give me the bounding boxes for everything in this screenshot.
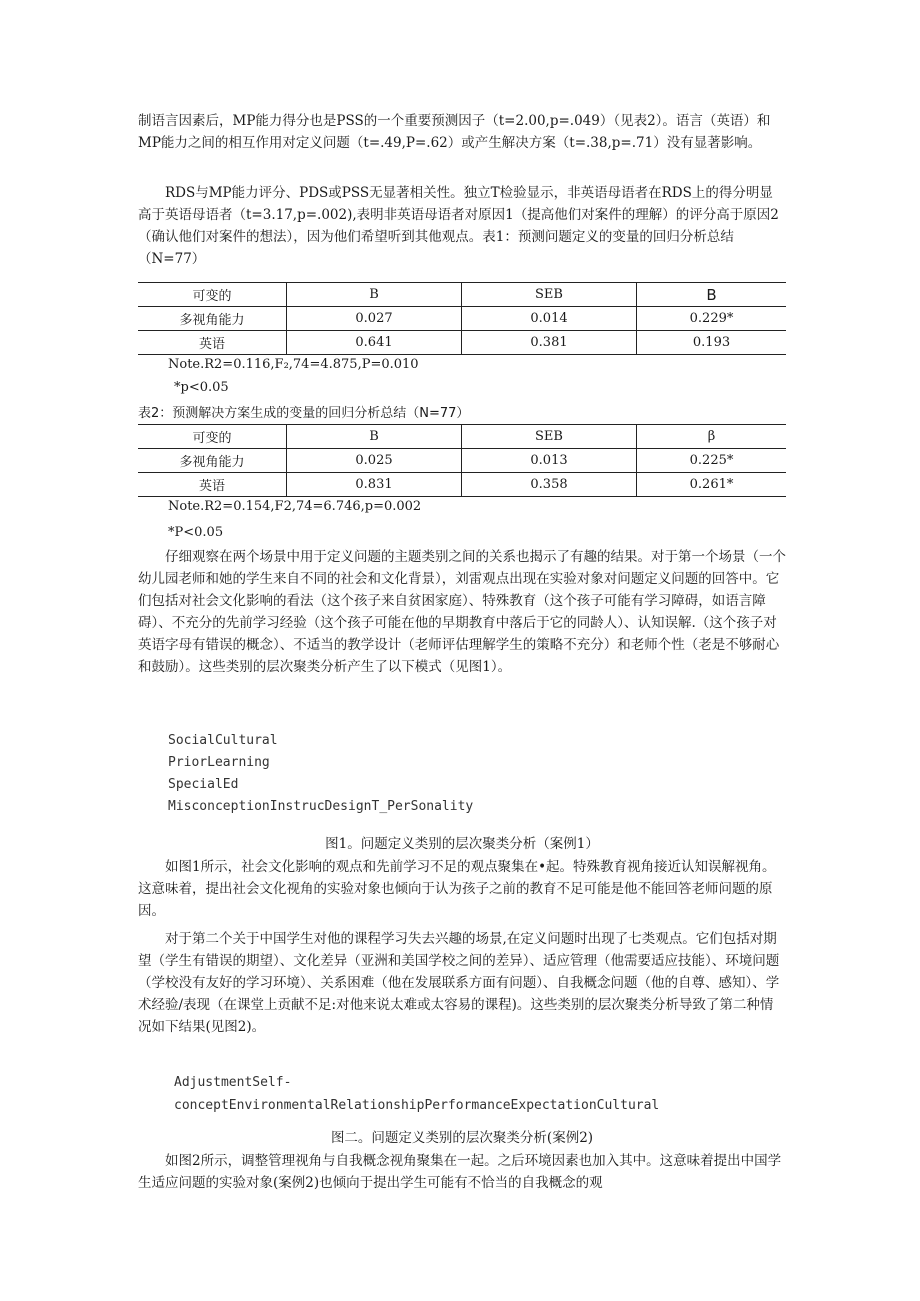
table-2-cell: 0.013 (462, 449, 637, 473)
table-2-header-cell: SEB (462, 425, 637, 449)
table-1-row (138, 331, 786, 355)
table-2-cell: 0.225* (637, 449, 787, 473)
table-1 (138, 282, 786, 355)
table-1-header-cell: B (287, 283, 462, 307)
table-2-note: Note.R2=0.154,F2,74=6.746,p=0.002 (168, 499, 422, 514)
paragraph-2: RDS与MP能力评分、PDS或PSS无显著相关性。独立T检验显示，非英语母语者在RDS上的得分明显高于英语母语者（t=3.17,p=.002),表明非英语母语者对原因1（提高他们对案件的理解）的评分高于原因2（确认他们对案件的想法），因为他们希望听到其他观点。表1：预测问题定义的变量的回归分析总结（N=77） (138, 185, 779, 267)
paragraph-4: 如图1所示，社会文化影响的观点和先前学习不足的观点聚集在•起。特殊教育视角接近认知误解视角。这意味着，提出社会文化视角的实验对象也倾向于认为孩子之前的教育不足可能是他不能回答老师问题的原因。 (138, 859, 776, 919)
table-1-cell: 0.381 (462, 331, 637, 355)
table-1-cell: 0.641 (287, 331, 462, 355)
table-2-title: 表2：预测解决方案生成的变量的回归分析总结（N=77） (138, 406, 470, 421)
table-1-cell: 0.193 (637, 331, 787, 355)
figure-2-caption: 图二。问题定义类别的层次聚类分析(案例2) (330, 1130, 594, 1146)
cluster-label: conceptEnvironmentalRelationshipPerformanceExpectationCultural (174, 1098, 660, 1113)
table-2-row (138, 449, 786, 473)
table-1-row (138, 307, 786, 331)
table-1-cell: 0.229* (637, 307, 787, 331)
table-2 (138, 424, 786, 497)
table-2-cell: 0.358 (462, 473, 637, 497)
paragraph-5: 对于第二个关于中国学生对他的课程学习失去兴趣的场景,在定义问题时出现了七类观点。它们包括对期望（学生有错误的期望）、文化差异（亚洲和美国学校之间的差异）、适应管理（他需要适应技能）、环境问题（学校没有友好的学习环境）、关系困难（他在发展联系方面有问题）、自我概念问题（他的自尊、感知）、学术经验/表现（在课堂上贡献不足:对他来说太难或太容易的课程)。这些类别的层次聚类分析导致了第二种情况如下结果(见图2)。 (138, 931, 780, 1035)
table-1-cell: 0.014 (462, 307, 637, 331)
cluster-label: PriorLearning (168, 755, 270, 770)
table-1-cell: 多视角能力 (138, 307, 287, 331)
cluster-label: SpecialEd (168, 777, 239, 792)
table-2-cell: 0.831 (287, 473, 462, 497)
table-2-cell: 0.261* (637, 473, 787, 497)
table-1-cell: 英语 (138, 331, 287, 355)
table-2-cell: 英语 (138, 473, 287, 497)
table-1-significance: *p<0.05 (174, 380, 229, 395)
paragraph-1: 制语言因素后，MP能力得分也是PSS的一个重要预测因子（t=2.00,p=.049）（见表2）。语言（英语）和MP能力之间的相互作用对定义问题（t=.49,P=.62）或产生解决方案（t=.38,p=.71）没有显著影响。 (138, 113, 771, 151)
table-1-header-cell: SEB (462, 283, 637, 307)
cluster-label: AdjustmentSelf- (174, 1075, 292, 1090)
table-1-header-row (138, 283, 786, 307)
table-1-header-cell: 可变的 (138, 283, 287, 307)
table-1-cell: 0.027 (287, 307, 462, 331)
table-1-header-cell: B (637, 283, 787, 307)
table-2-header-row (138, 425, 786, 449)
table-2-cell: 0.025 (287, 449, 462, 473)
cluster-label: SocialCultural (168, 733, 278, 748)
paragraph-3: 仔细观察在两个场景中用于定义问题的主题类别之间的关系也揭示了有趣的结果。对于第一个场景（一个幼儿园老师和她的学生来自不同的社会和文化背景），刘雷观点出现在实验对象对问题定义问题的回答中。它们包括对社会文化影响的看法（这个孩子来自贫困家庭）、特殊教育（这个孩子可能有学习障碍，如语言障碍）、不充分的先前学习经验（这个孩子可能在他的早期教育中落后于它的同龄人）、认知误解.（这个孩子对英语字母有错误的概念）、不适当的教学设计（老师评估理解学生的策略不充分）和老师个性（老是不够耐心和鼓励）。这些类别的层次聚类分析产生了以下模式（见图1）。 (138, 549, 786, 675)
table-2-header-cell: B (287, 425, 462, 449)
paragraph-6: 如图2所示，调整管理视角与自我概念视角聚集在一起。之后环境因素也加入其中。这意味着提出中国学生适应问题的实验对象(案例2)也倾向于提出学生可能有不恰当的自我概念的观 (138, 1153, 782, 1191)
table-1-note: Note.R2=0.116,F₂,74=4.875,P=0.010 (168, 357, 419, 372)
cluster-label: MisconceptionInstrucDesignT_PerSonality (168, 799, 474, 814)
table-2-header-cell: β (637, 425, 787, 449)
table-2-significance: *P<0.05 (168, 525, 224, 540)
table-2-row (138, 473, 786, 497)
table-2-cell: 多视角能力 (138, 449, 287, 473)
table-2-header-cell: 可变的 (138, 425, 287, 449)
figure-1-caption: 图1。问题定义类别的层次聚类分析（案例1） (325, 836, 599, 852)
